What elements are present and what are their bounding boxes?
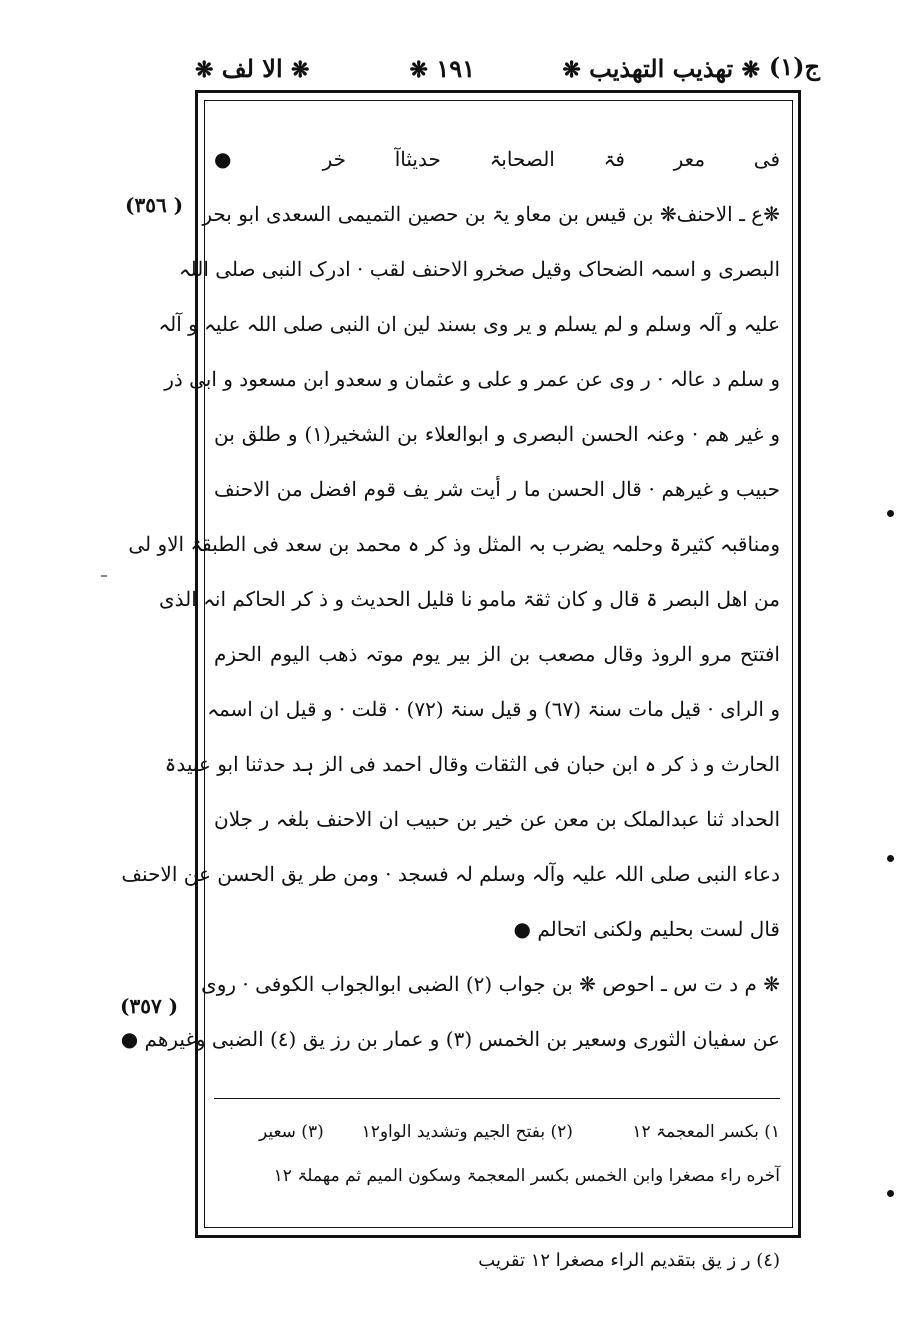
page-number-text: ١٩١ <box>436 54 475 83</box>
volume-label: ج(١) <box>768 52 820 81</box>
footnote-3: (٣) سعیر <box>258 1122 324 1142</box>
text-line: و الرای · قیل مات سنۃ (٦٧) و قیل سنۃ (٧٢) · قلت · و قیل ان اسمہ <box>207 697 780 721</box>
margin-dot <box>887 510 894 517</box>
page-header <box>195 52 820 90</box>
section-title <box>195 54 309 83</box>
star-ornament-icon: ❋ <box>562 57 581 83</box>
entry-number-357: ( ٣٥٧) <box>120 994 179 1018</box>
entry-number-356: ( ٣٥٦) <box>125 193 184 217</box>
text-line: افتتح مرو الروذ وقال مصعب بن الز بیر یوم موتہ ذهب الیوم الحزم <box>214 642 780 666</box>
text-line: ❋ع ـ الاحنف❋ بن قیس بن معاو یۃ بن حصین التمیمی السعدی ابو بحر <box>202 202 780 226</box>
section-title-text: الا لف <box>221 54 283 83</box>
book-title-text: تهذیب التهذیب <box>589 54 734 83</box>
page-number <box>410 54 475 83</box>
star-ornament-icon: ❋ <box>741 57 760 83</box>
text-line: فی معر فۃ الصحابۃ حدیثاآ خر ● <box>214 147 780 171</box>
star-ornament-icon: ❋ <box>291 57 310 83</box>
star-ornament-icon: ❋ <box>409 57 428 83</box>
text-line: علیہ و آلہ وسلم و لم یسلم و یر وی بسند لین ان النبی صلی اللہ علیہ و آلہ <box>158 312 780 336</box>
text-line: من اهل البصر ۃ قال و کان ثقۃ مامو نا قلیل الحدیث و ذ کر الحاکم انہ الذی <box>159 587 780 611</box>
footnote-4: (٤) ر ز یق بتقدیم الراء مصغرا ١٢ تقریب <box>478 1250 780 1271</box>
text-line: الحداد ثنا عبدالملک بن معن عن خیر بن حبیب ان الاحنف بلغہ ر جلان <box>214 807 780 831</box>
margin-dot <box>887 855 894 862</box>
margin-mark <box>101 575 107 577</box>
text-line: ❋ م د ت س ـ احوص ❋ بن جواب (٢) الضبی ابوالجواب الکوفی · روی <box>201 972 780 996</box>
text-line: و غیر ھم · وعنہ الحسن البصری و ابوالعلاء بن الشخیر(١) و طلق بن <box>214 422 781 446</box>
text-line: دعاء النبی صلی اللہ علیہ وآلہ وسلم لہ فسجد · ومن طر یق الحسن عن الاحنف <box>121 862 780 886</box>
text-line: البصری و اسمہ الضحاک وقیل صخرو الاحنف لقب · ادرک النبی صلی اللہ <box>178 257 780 281</box>
star-ornament-icon: ❋ <box>195 57 214 83</box>
footnote-line <box>214 1110 780 1154</box>
text-line: عن سفیان الثوری وسعیر بن الخمس (٣) و عمار بن رز یق (٤) الضبی وغیرھم ● <box>120 1027 780 1051</box>
footnote-divider <box>214 1098 780 1099</box>
margin-dot <box>887 1190 894 1197</box>
footnote-2: (٢) بفتح الجیم وتشدید الواو١٢ <box>361 1122 573 1142</box>
text-line: الحارث و ذ کر ہ ابن حبان فی الثقات وقال احمد فی الز ہد حدثنا ابو عبیدۃ <box>164 752 780 776</box>
text-line: قال لست بحلیم ولکنی اتحالم ● <box>513 917 780 941</box>
footnote-1: ١) بکسر المعجمۃ ١٢ <box>632 1122 780 1142</box>
footnotes <box>214 1110 780 1198</box>
text-line: حبیب و غیرھم · قال الحسن ما ر أیت شر یف قوم افضل من الاحنف <box>214 477 780 501</box>
text-line: ومناقبہ کثیرۃ وحلمہ یضرب بہ المثل وذ کر ہ محمد بن سعد فی الطبقۃ الاو لی <box>128 532 780 556</box>
footnote-line-continued: آخره راء مصغرا وابن الخمس بکسر المعجمۃ وسکون المیم ثم مهملۃ ١٢ <box>273 1166 780 1186</box>
text-line: و سلم د عالہ · ر وی عن عمر و علی و عثمان و سعدو ابن مسعود و ابی ذر <box>164 367 780 391</box>
book-title <box>562 54 760 83</box>
